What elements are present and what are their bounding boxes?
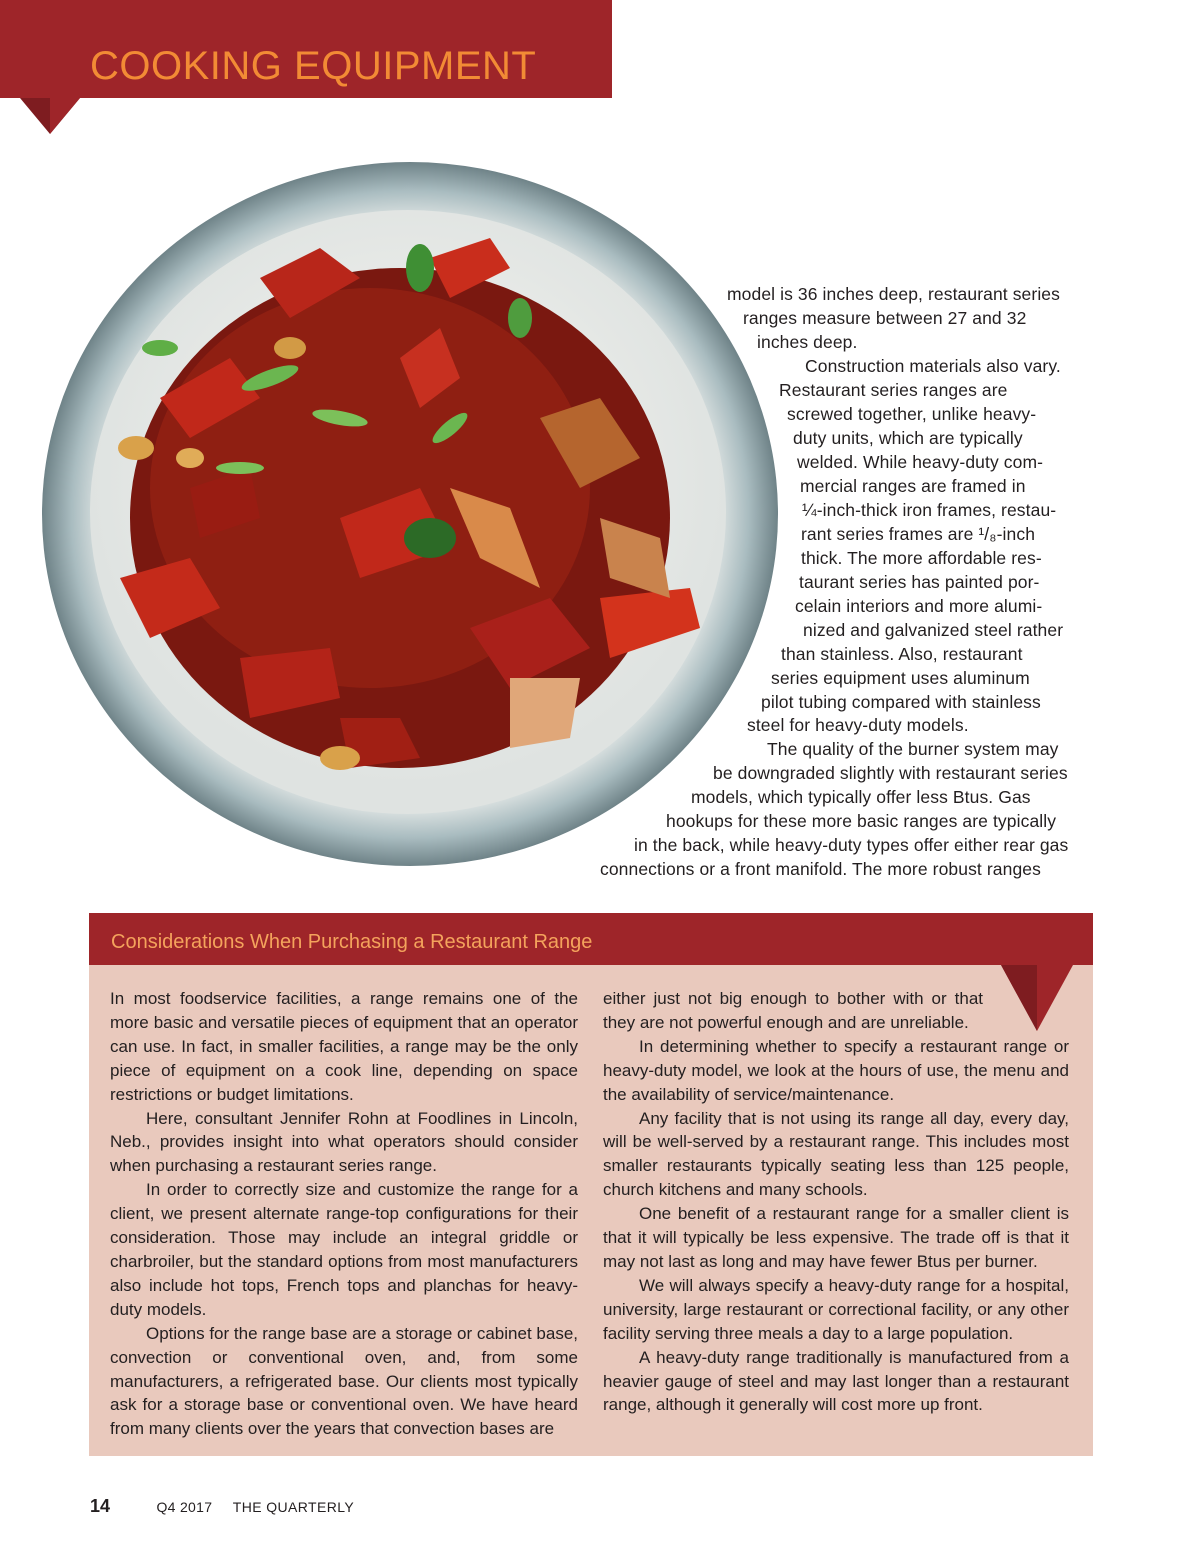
food-photo xyxy=(40,158,782,870)
sidebar-paragraph: Here, consultant Jennifer Rohn at Foodlines in Lincoln, Neb., provides insight into what operators should consider when purchasing a restaurant series range. xyxy=(110,1108,578,1176)
sidebar-paragraph: either just not big enough to bother with or that they are not powerful enough and are unreliable. xyxy=(603,989,983,1032)
body-text-line: rant series frames are ¹/₈-inch xyxy=(801,524,1036,544)
sidebar-paragraph: In most foodservice facilities, a range remains one of the more basic and versatile pieces of equipment that an operator can use. In fact, in smaller facilities, a range may be the only piece of equipment on a cook line, depending on space restrictions or budget limitations. xyxy=(110,989,578,1104)
body-text-line: ranges measure between 27 and 32 xyxy=(743,308,1027,328)
body-text-line: in the back, while heavy-duty types offer either rear gas xyxy=(634,835,1069,855)
body-text-line: series equipment uses aluminum xyxy=(771,668,1030,688)
sidebar-right-column xyxy=(603,987,1069,1417)
body-text-line: screwed together, unlike heavy- xyxy=(787,404,1037,424)
sidebar-left-column xyxy=(110,987,578,1441)
section-title: COOKING EQUIPMENT xyxy=(90,44,537,88)
sidebar-title: Considerations When Purchasing a Restaurant Range xyxy=(111,931,593,953)
sidebar-paragraph: In order to correctly size and customize the range for a client, we present alternate range-top configurations for their consideration. Those may include an integral griddle or charbroiler, but the standard options from most manufacturers also include hot tops, French tops and planchas for heavy-duty models. xyxy=(110,1180,578,1319)
body-text-line: duty units, which are typically xyxy=(793,428,1023,448)
body-text-line: steel for heavy-duty models. xyxy=(747,715,969,735)
body-text-line: inches deep. xyxy=(757,332,858,352)
body-text-line: welded. While heavy-duty com- xyxy=(797,452,1044,472)
sidebar-box xyxy=(89,913,1093,1456)
page-number: 14 xyxy=(90,1496,111,1516)
body-text-line: be downgraded slightly with restaurant series xyxy=(713,763,1068,783)
sidebar-paragraph: Options for the range base are a storage or cabinet base, convection or conventional oven, and, from some manufacturers, a refrigerated base. Our clients most typically ask for a storage base or conventional oven. We have heard from many clients over the years that convection bases are xyxy=(110,1323,578,1439)
body-text-line: mercial ranges are framed in xyxy=(800,476,1026,496)
sidebar-paragraph: We will always specify a heavy-duty range for a hospital, university, large restaurant or correctional facility, or any other facility serving three meals a day to a large population. xyxy=(603,1275,1069,1343)
body-text-line: Restaurant series ranges are xyxy=(779,380,1008,400)
body-text-line: Construction materials also vary. xyxy=(805,356,1061,376)
body-text-line: The quality of the burner system may xyxy=(767,739,1059,759)
body-text-line: taurant series has painted por- xyxy=(799,572,1040,592)
body-text-line: nized and galvanized steel rather xyxy=(803,620,1064,640)
body-text-line: models, which typically offer less Btus. Gas xyxy=(691,787,1031,807)
sidebar-paragraph: A heavy-duty range traditionally is manufactured from a heavier gauge of steel and may last longer than a restaurant range, although it generally will cost more up front. xyxy=(603,1347,1069,1415)
issue-label: Q4 2017 xyxy=(156,1499,213,1515)
page-footer xyxy=(90,1496,354,1520)
body-text-line: ¼-inch-thick iron frames, restau- xyxy=(802,500,1057,520)
body-text-line: hookups for these more basic ranges are typically xyxy=(666,811,1057,831)
body-text-line: than stainless. Also, restaurant xyxy=(781,644,1023,664)
body-text-line: thick. The more affordable res- xyxy=(801,548,1042,568)
sidebar-paragraph: Any facility that is not using its range all day, every day, will be well-served by a restaurant range. This includes most smaller restaurants typically seating less than 125 people, church kitchens and many schools. xyxy=(603,1108,1069,1200)
body-text-line: model is 36 inches deep, restaurant series xyxy=(727,284,1060,304)
publication-name: THE QUARTERLY xyxy=(232,1499,355,1515)
header-notch-triangle xyxy=(20,98,80,134)
sidebar-paragraph: One benefit of a restaurant range for a smaller client is that it will typically be less expensive. The trade off is that it may not last as long and may have fewer Btus per burner. xyxy=(603,1204,1069,1271)
body-text-line: connections or a front manifold. The more robust ranges xyxy=(600,859,1041,879)
sidebar-paragraph: In determining whether to specify a restaurant range or heavy-duty model, we look at the hours of use, the menu and the availability of service/maintenance. xyxy=(603,1036,1069,1104)
body-text-line: celain interiors and more alumi- xyxy=(795,596,1043,616)
body-text-line: pilot tubing compared with stainless xyxy=(761,692,1041,712)
